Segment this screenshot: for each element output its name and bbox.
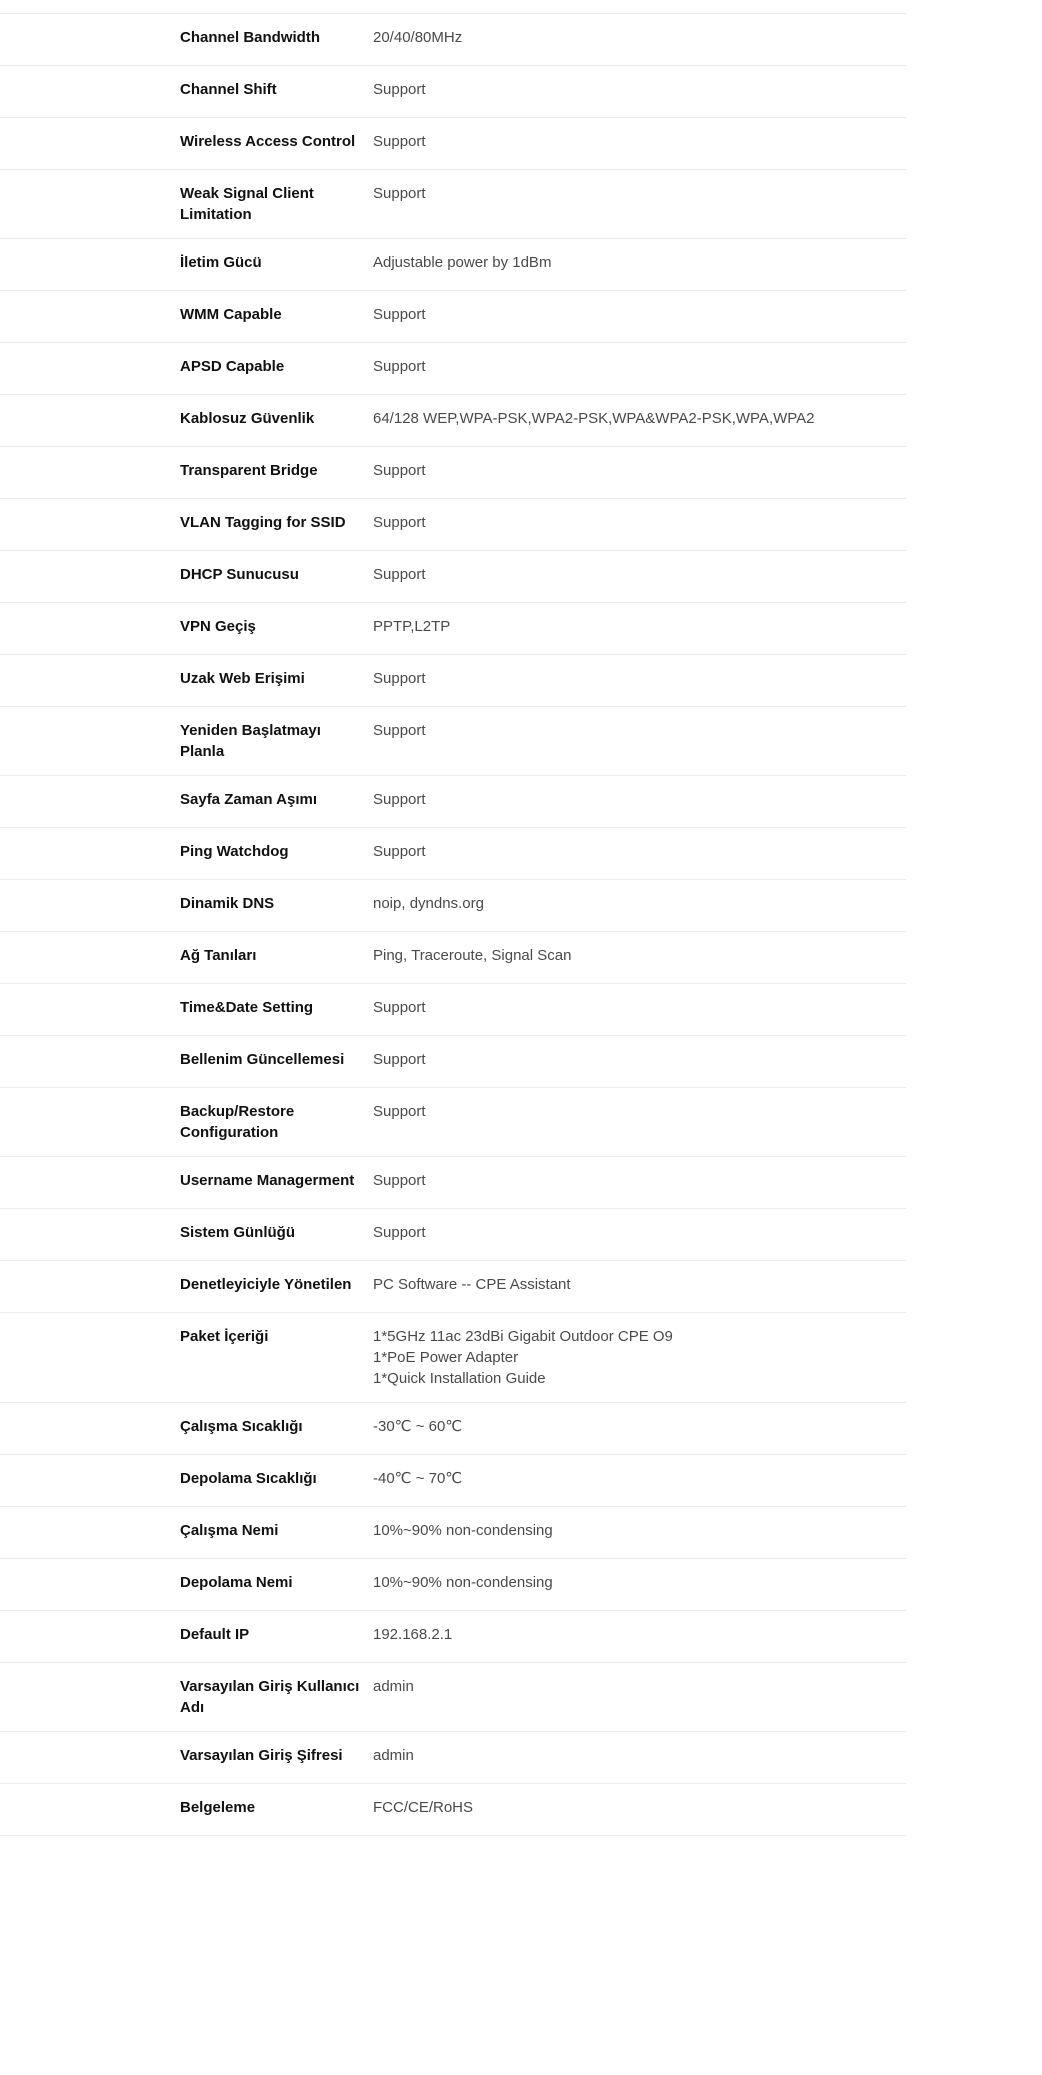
spec-label: DHCP Sunucusu [180,566,299,583]
spec-label: Transparent Bridge [180,462,318,479]
spec-value [373,668,906,693]
spec-label: VLAN Tagging for SSID [180,514,346,531]
spec-row [0,776,906,828]
spec-label: VPN Geçiş [180,618,256,635]
spec-value-line: 1*PoE Power Adapter [373,1349,519,1366]
spec-value [373,408,906,433]
spec-row [0,707,906,776]
spec-value [373,789,906,814]
spec-row [0,343,906,395]
spec-value-line: PC Software -- CPE Assistant [373,1276,571,1293]
spec-value [373,252,906,277]
spec-row [0,66,906,118]
spec-value [373,1624,906,1649]
spec-value [373,1416,906,1441]
spec-row [0,1611,906,1663]
spec-label: Yeniden Başlatmayı Planla [180,722,321,760]
spec-value-line: Support [373,1051,426,1068]
spec-row [0,880,906,932]
spec-value-line: Support [373,133,426,150]
spec-value-line: 192.168.2.1 [373,1626,453,1643]
spec-value [373,1676,906,1718]
spec-label: Channel Shift [180,81,277,98]
spec-row [0,1313,906,1403]
spec-value [373,1326,906,1389]
spec-row [0,447,906,499]
spec-value [373,1049,906,1074]
spec-value [373,841,906,866]
spec-value-line: FCC/CE/RoHS [373,1799,474,1816]
spec-label: Depolama Sıcaklığı [180,1470,317,1487]
spec-value [373,1222,906,1247]
spec-row [0,118,906,170]
spec-value-line: Support [373,999,426,1016]
spec-value-line: 64/128 WEP,WPA-PSK,WPA2-PSK,WPA&WPA2-PSK,WPA,WPA2 [373,410,815,427]
spec-value [373,945,906,970]
top-divider [0,0,906,14]
spec-value [373,356,906,381]
spec-value [373,997,906,1022]
spec-value-line: Support [373,1224,426,1241]
spec-value-line: Support [373,566,426,583]
spec-row [0,1507,906,1559]
spec-value [373,1101,906,1143]
spec-label: Kablosuz Güvenlik [180,410,315,427]
spec-value [373,79,906,104]
spec-label: Channel Bandwidth [180,29,320,46]
spec-row [0,170,906,239]
spec-label: Varsayılan Giriş Kullanıcı Adı [180,1678,360,1716]
spec-value-line: Support [373,791,426,808]
spec-row [0,1157,906,1209]
spec-label: Sayfa Zaman Aşımı [180,791,317,808]
spec-value-line: admin [373,1678,414,1695]
spec-row [0,1036,906,1088]
spec-value-line: 1*Quick Installation Guide [373,1370,546,1387]
spec-row [0,828,906,880]
spec-label: Uzak Web Erişimi [180,670,305,687]
spec-row [0,551,906,603]
spec-row [0,984,906,1036]
spec-label: Çalışma Sıcaklığı [180,1418,303,1435]
spec-value [373,1572,906,1597]
spec-value-line: 10%~90% non-condensing [373,1574,553,1591]
spec-value-line: Support [373,722,426,739]
spec-value [373,304,906,329]
spec-label: Paket İçeriği [180,1328,269,1345]
spec-value [373,1468,906,1493]
spec-value-line: Support [373,358,426,375]
spec-row [0,1088,906,1157]
spec-row [0,239,906,291]
spec-row [0,395,906,447]
spec-label: WMM Capable [180,306,282,323]
spec-value [373,1170,906,1195]
spec-value-line: Support [373,514,426,531]
spec-label: Default IP [180,1626,250,1643]
spec-value-line: Ping, Traceroute, Signal Scan [373,947,572,964]
spec-value-line: Support [373,670,426,687]
spec-label: APSD Capable [180,358,285,375]
spec-label: Belgeleme [180,1799,256,1816]
spec-row [0,499,906,551]
spec-row [0,1784,906,1836]
spec-row [0,1261,906,1313]
spec-value [373,1520,906,1545]
spec-row [0,1663,906,1732]
spec-label: Bellenim Güncellemesi [180,1051,345,1068]
spec-value-line: noip, dyndns.org [373,895,484,912]
spec-value-line: Support [373,843,426,860]
spec-label: Dinamik DNS [180,895,275,912]
spec-label: Depolama Nemi [180,1574,293,1591]
spec-label: Time&Date Setting [180,999,314,1016]
spec-row [0,932,906,984]
spec-value-line: 10%~90% non-condensing [373,1522,553,1539]
spec-label: Ping Watchdog [180,843,289,860]
spec-row [0,1455,906,1507]
spec-row [0,1559,906,1611]
spec-label: Wireless Access Control [180,133,356,150]
spec-label: Ağ Tanıları [180,947,257,964]
spec-value-line: Support [373,462,426,479]
spec-label: Sistem Günlüğü [180,1224,296,1241]
spec-value-line: 20/40/80MHz [373,29,463,46]
spec-label: Varsayılan Giriş Şifresi [180,1747,343,1764]
spec-label: Backup/Restore Configuration [180,1103,295,1141]
spec-row [0,1732,906,1784]
spec-value [373,131,906,156]
spec-value [373,27,906,52]
spec-rows [0,14,906,1836]
spec-row [0,1209,906,1261]
spec-value [373,460,906,485]
spec-value-line: -30℃ ~ 60℃ [373,1418,463,1435]
spec-value [373,564,906,589]
spec-value-line: admin [373,1747,414,1764]
spec-value-line: PPTP,L2TP [373,618,451,635]
spec-value [373,183,906,225]
spec-value-line: Adjustable power by 1dBm [373,254,552,271]
spec-value-line: 1*5GHz 11ac 23dBi Gigabit Outdoor CPE O9 [373,1328,673,1345]
spec-value [373,616,906,641]
spec-value [373,1797,906,1822]
spec-value [373,720,906,762]
spec-value [373,512,906,537]
spec-row [0,1403,906,1455]
spec-row [0,655,906,707]
spec-value [373,893,906,918]
spec-label: Weak Signal Client Limitation [180,185,314,223]
spec-row [0,291,906,343]
spec-value-line: Support [373,1103,426,1120]
spec-value [373,1745,906,1770]
spec-value-line: -40℃ ~ 70℃ [373,1470,463,1487]
spec-value-line: Support [373,1172,426,1189]
spec-row [0,603,906,655]
spec-row [0,14,906,66]
spec-label: Username Managerment [180,1172,355,1189]
spec-value-line: Support [373,81,426,98]
spec-value-line: Support [373,185,426,202]
spec-label: İletim Gücü [180,254,262,271]
spec-value-line: Support [373,306,426,323]
spec-label: Denetleyiciyle Yönetilen [180,1276,352,1293]
spec-label: Çalışma Nemi [180,1522,279,1539]
spec-value [373,1274,906,1299]
